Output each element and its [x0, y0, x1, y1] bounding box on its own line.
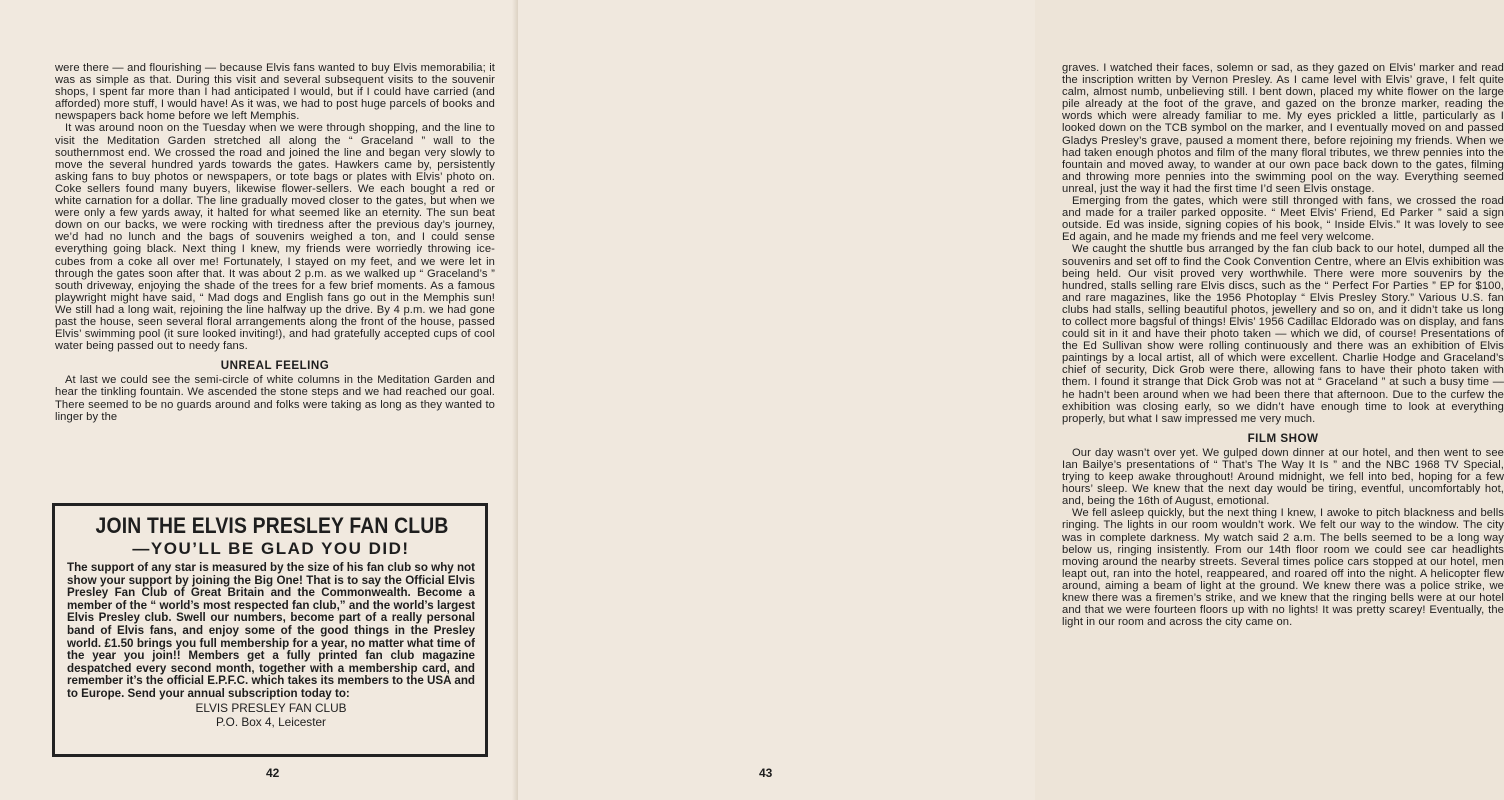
advert-address-line: ELVIS PRESLEY FAN CLUB	[195, 700, 347, 715]
advert-address-line: P.O. Box 4, Leicester	[216, 714, 326, 729]
paragraph: Our day wasn’t over yet. We gulped down dinner at our hotel, and then went to see Ian Bailye’s presentations of “ That’s The Way It Is ” and the NBC 1968 TV Special, trying to keep awake throughout! Around midnight, we fell into bed, hoping for a few hours’ sleep. We knew that the next day would be tiring, eventful, uncomfortably hot, and, being the 16th of August, emotional.	[1062, 446, 1504, 508]
paragraph: We caught the shuttle bus arranged by the fan club back to our hotel, dumped all the souvenirs and set off to find the Cook Convention Centre, where an Elvis exhibition was being held. Our visit proved very worthwhile. There were more souvenirs by the hundred, stalls selling rare Elvis discs, such as the “ Perfect For Parties ” EP for $100, and rare magazines, like the 1956 Photoplay “ Elvis Presley Story.” Various U.S. fan clubs had stalls, selling beautiful photos, jewellery and so on, and it didn’t take us long to collect more bagsful of things! Elvis’ 1956 Cadillac Eldorado was on display, and fans could sit in it and have their photo taken — which we did, of course! Presentations of the Ed Sullivan show were rolling continuously and there was an exhibition of Elvis paintings by a local artist, all of which were excellent. Charlie Hodge and Graceland’s chief of security, Dick Grob were there, allowing fans to have their photo taken with them. I found it strange that Dick Grob was not at “ Graceland ” at such a busy time — he hadn’t been around when we had been there that afternoon. Due to the curfew the exhibition was closing early, so we didn’t have enough time to look at everything properly, but what I saw impressed me very much.	[1062, 243, 1504, 425]
section-heading: UNREAL FEELING	[220, 359, 330, 373]
paragraph: graves. I watched their faces, solemn or sad, as they gazed on Elvis’ marker and read the inscription written by Vernon Presley. As I came level with Elvis’ grave, I felt quite calm, almost numb, unbelieving still. I bent down, placed my white flower on the large pile already at the foot of the grave, and gazed on the bronze marker, reading the words which were already familiar to me. My eyes prickled a little, particularly as I looked down on the TCB symbol on the marker, and I eventually moved on and passed Gladys Presley’s grave, paused a moment there, before rejoining my friends. When we had taken enough photos and film of the many floral tributes, we threw pennies into the fountain and moved away, to wander at our own pace back down to the gates, filming and throwing more pennies into the swimming pool on the way. Everything seemed unreal, just the way it had the first time I’d seen Elvis onstage.	[1062, 62, 1504, 195]
advert-title: JOIN THE ELVIS PRESLEY FAN CLUB	[95, 513, 449, 538]
page-number: 43	[759, 766, 773, 780]
paragraph: At last we could see the semi-circle of white columns in the Meditation Garden and hear the tinkling fountain. We ascended the stone steps and we had reached our goal. There seemed to be no guards around and folks were taking as long as they wanted to linger by the	[55, 374, 495, 423]
page-number: 42	[266, 766, 280, 780]
right-page	[518, 0, 1504, 800]
section-heading: FILM SHOW	[1247, 431, 1319, 445]
paragraph: We fell asleep quickly, but the next thing I knew, I awoke to pitch blackness and bells ringing. The lights in our room wouldn’t work. We felt our way to the window. The city was in complete darkness. My watch said 2 a.m. The bells seemed to be a long way below us, ringing insistently. From our 14th floor room we could see car headlights moving around the nearby streets. Several times police cars stopped at our hotel, men leapt out, ran into the hotel, reappeared, and roared off into the night. A helicopter flew around, aiming a beam of light at the ground. We knew there was a police strike, we knew there was a firemen’s strike, and we knew that the ringing bells were at our hotel and that we were fourteen floors up with no lights! It was pretty scarey! Eventually, the light in our room and across the city came on.	[1062, 507, 1504, 629]
advert-body: The support of any star is measured by the size of his fan club so why not show your support by joining the Big One! That is to say the Official Elvis Presley Fan Club of Great Britain and the Commonwealth. Become a member of the “ world’s most respected fan club,” and the world’s largest Elvis Presley club. Swell our numbers, become part of a really personal band of Elvis fans, and enjoy some of the good things in the Presley world. £1.50 brings you full membership for a year, no matter what time of the year you join!! Members get a fully printed fan club magazine despatched every second month, together with a membership card, and remember it’s the official E.P.F.C. which takes its members to the USA and to Europe. Send your annual subscription today to:	[67, 561, 475, 700]
advert-subtitle: —YOU’LL BE GLAD YOU DID!	[132, 539, 410, 558]
left-page	[0, 0, 518, 800]
paragraph: Emerging from the gates, which were still thronged with fans, we crossed the road and made for a trailer parked opposite. “ Meet Elvis’ Friend, Ed Parker ” said a sign outside. Ed was inside, signing copies of his book, “ Inside Elvis.” It was lovely to see Ed again, and he made my friends and me feel very welcome.	[1062, 195, 1504, 244]
right-text-column	[1062, 62, 1504, 628]
paragraph: It was around noon on the Tuesday when we were through shopping, and the line to visit the Meditation Garden stretched all along the “ Graceland ” wall to the southernmost end. We crossed the road and joined the line and began very slowly to move the several hundred yards towards the gates. Hawkers came by, persistently asking fans to buy photos or newspapers, or tote bags or plates with Elvis’ photo on. Coke sellers found many buyers, likewise flower-sellers. We each bought a red or white carnation for a dollar. The line gradually moved closer to the gates, but when we were only a few yards away, it halted for what seemed like an eternity. The sun beat down on our backs, we were rocking with tiredness after the previous day’s journey, we’d had no lunch and the bags of souvenirs weighed a ton, and I could sense everything going black. Next thing I knew, my friends were worriedly throwing ice-cubes from a coke all over me! Fortunately, I stayed on my feet, and we were let in through the gates soon after that. It was about 2 p.m. as we walked up “ Graceland’s ” south driveway, enjoying the shade of the trees for a few brief moments. As a famous playwright might have said, “ Mad dogs and English fans go out in the Memphis sun! We still had a long wait, rejoining the line halfway up the drive. By 4 p.m. we had gone past the house, seen several floral arrangements along the front of the house, passed Elvis’ swimming pool (it sure looked inviting!), and had gratefully accepted cups of cool water being passed out to needy fans.	[55, 122, 495, 353]
paragraph: were there — and flourishing — because Elvis fans wanted to buy Elvis memorabilia; it was as simple as that. During this visit and several subsequent visits to the souvenir shops, I spent far more than I had anticipated I would, but if I could have carried (and afforded) more stuff, I would have! As it was, we had to post huge parcels of books and newspapers back home before we left Memphis.	[55, 62, 495, 123]
left-text-column	[55, 62, 495, 423]
fan-club-advert	[52, 503, 488, 757]
